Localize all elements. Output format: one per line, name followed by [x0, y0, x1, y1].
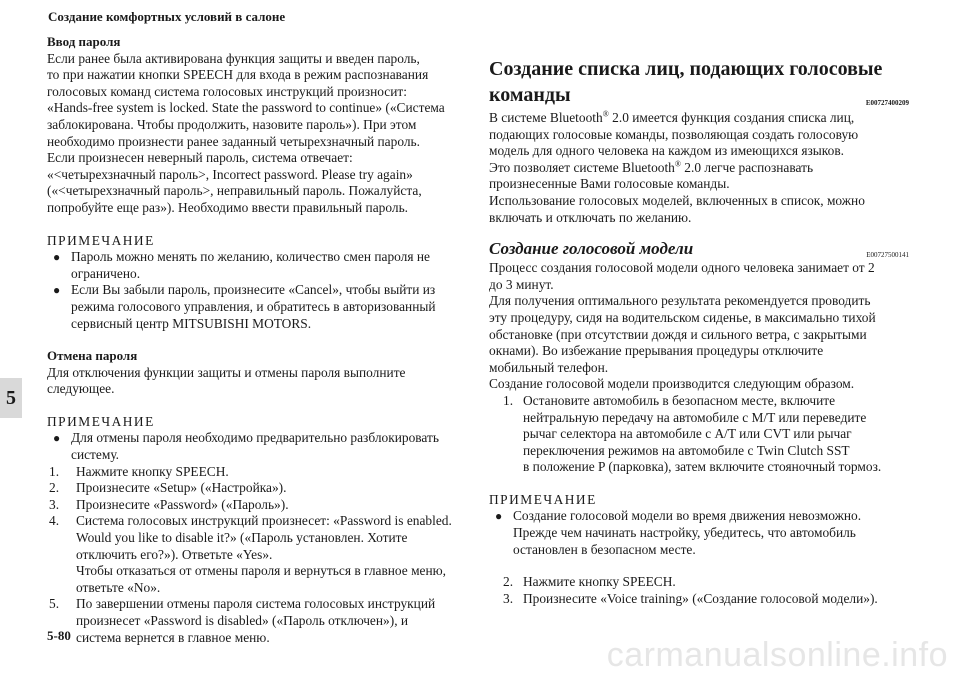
step-text — [523, 393, 909, 476]
step-text — [523, 591, 909, 608]
step-item — [489, 591, 909, 608]
bullet-text — [71, 249, 465, 282]
text-line: «Hands-free system is locked. State the password to continue» («Система — [47, 100, 445, 116]
subsection-title: Создание голосовой модели — [489, 239, 694, 259]
text-line: Система голосовых инструкций произнесет: «Password is enabled. — [76, 513, 452, 529]
text-line: Создание голосовой модели производится следующим образом. — [489, 376, 855, 392]
registered-mark: ® — [602, 109, 609, 119]
text-line: заблокирована. Чтобы продолжить, назовите пароль»). При этом — [47, 116, 417, 132]
step-number: 2. — [49, 480, 60, 496]
step-text — [76, 596, 465, 646]
step-text — [76, 480, 465, 497]
text-line: обстановке (при отсутствии дождя и сильного ветра, с закрытыми — [489, 326, 867, 342]
note-list — [47, 249, 465, 332]
page-number: 5-80 — [47, 628, 71, 643]
text-line: произнесенные Вами голосовые команды. — [489, 176, 730, 192]
right-column — [489, 56, 909, 607]
text-line: эту процедуру, сидя на водительском сиденье, в максимально тихой — [489, 309, 876, 325]
bullet-item — [47, 249, 465, 282]
page-header-title: Создание комфортных условий в салоне — [48, 9, 286, 24]
step-number: 4. — [49, 513, 60, 529]
bullet-icon: ● — [53, 283, 61, 298]
section-heading-line2: команды — [489, 84, 571, 106]
bullet-text — [71, 430, 465, 463]
note-list — [489, 508, 909, 558]
password-entry-title: Ввод пароля — [47, 34, 121, 49]
step-item — [47, 596, 465, 646]
text-line: Нажмите кнопку SPEECH. — [523, 574, 676, 590]
text-line: Для получения оптимального результата рекомендуется проводить — [489, 293, 871, 309]
text-line: ответьте «No». — [76, 579, 161, 595]
text-line: «<четырехзначный пароль>, Incorrect password. Please try again» — [47, 166, 413, 182]
text-line: («<четырехзначный пароль>, неправильный пароль. Пожалуйста, — [47, 183, 422, 199]
subsection-code: E00727500141 — [866, 251, 909, 260]
step-text — [523, 574, 909, 591]
bullet-text — [71, 282, 465, 332]
step-number: 1. — [49, 463, 60, 479]
password-entry-body — [47, 51, 465, 217]
step-number: 2. — [503, 574, 514, 590]
text-line: подающих голосовые команды, позволяющая создать голосовую — [489, 126, 859, 142]
steps-list — [47, 464, 465, 647]
bullet-icon: ● — [53, 250, 61, 265]
text-line: Пароль можно менять по желанию, количество смен пароля не — [71, 249, 430, 265]
text-line: Прежде чем начинать настройку, убедитесь, что автомобиль — [513, 525, 856, 541]
note-list — [47, 430, 465, 463]
text-line: Если Вы забыли пароль, произнесите «Cancel», чтобы выйти из — [71, 282, 436, 298]
watermark: carmanualsonline.info — [606, 636, 948, 674]
text-line: до 3 минут. — [489, 276, 554, 292]
text-line: Создание голосовой модели во время движения невозможно. — [513, 508, 862, 524]
bullet-icon: ● — [495, 509, 503, 524]
steps-list — [489, 393, 909, 476]
text-line: следующее. — [47, 381, 115, 397]
text-line: Чтобы отказаться от отмены пароля и вернуться в главное меню, — [76, 563, 447, 579]
bullet-item — [47, 430, 465, 463]
step-number: 3. — [49, 496, 60, 512]
text-line: Если произнесен неверный пароль, система отвечает: — [47, 150, 353, 166]
text-line: режима голосового управления, и обратитесь в авторизованный — [71, 298, 436, 314]
note-heading: ПРИМЕЧАНИЕ — [47, 413, 155, 429]
step-item — [47, 480, 465, 497]
left-column — [47, 34, 465, 646]
text-line: в положение P (парковка), затем включите стояночный тормоз. — [523, 459, 882, 475]
text-line: нейтральную передачу на автомобиле с M/T или переведите — [523, 409, 867, 425]
text-line: остановлен в безопасном месте. — [513, 541, 696, 557]
text-line: Для отмены пароля необходимо предварительно разблокировать — [71, 430, 439, 446]
bullet-item — [47, 282, 465, 332]
text-line: ограничено. — [71, 265, 141, 281]
step-text — [76, 464, 465, 481]
text-line: отключить его?»). Ответьте «Yes». — [76, 546, 273, 562]
step-number: 3. — [503, 590, 514, 606]
text-line: необходимо произнести ранее заданный четырехзначный пароль. — [47, 133, 420, 149]
step-item — [47, 497, 465, 514]
text-line: попробуйте еще раз»). Необходимо ввести правильный пароль. — [47, 199, 409, 215]
text-line: сервисный центр MITSUBISHI MOTORS. — [71, 315, 312, 331]
text-line: Нажмите кнопку SPEECH. — [76, 463, 229, 479]
step-item — [47, 513, 465, 596]
text-line: мобильный телефон. — [489, 359, 609, 375]
text-line: Это позволяет системе Bluetooth® 2.0 легче распознавать — [489, 159, 814, 175]
text-line: модель для одного человека на каждом из имеющихся языков. — [489, 143, 844, 159]
text-line: Использование голосовых моделей, включенных в список, можно — [489, 192, 865, 208]
text-line: Произнесите «Password» («Пароль»). — [76, 496, 289, 512]
step-item — [47, 464, 465, 481]
section-heading-line1: Создание списка лиц, подающих голосовые — [489, 58, 883, 80]
text-line: голосовых команд система голосовых инструкций произносит: — [47, 83, 407, 99]
subsection-body — [489, 260, 909, 393]
text-line: включать и отключать по желанию. — [489, 209, 692, 225]
registered-mark: ® — [674, 159, 681, 169]
step-text — [76, 497, 465, 514]
text-line: систему. — [71, 447, 120, 463]
bullet-icon: ● — [53, 431, 61, 446]
note-heading: ПРИМЕЧАНИЕ — [47, 232, 155, 248]
section-code: E00727400209 — [865, 99, 909, 107]
password-cancel-body — [47, 365, 465, 398]
subsection-heading — [489, 238, 909, 260]
text-line: Остановите автомобиль в безопасном месте, включите — [523, 392, 836, 408]
text-line: рычаг селектора на автомобиле с A/T или CVT или рычаг — [523, 426, 852, 442]
step-text — [76, 513, 465, 596]
step-number: 5. — [49, 596, 60, 612]
text-line: Для отключения функции защиты и отмены пароля выполните — [47, 364, 406, 380]
text-line: то при нажатии кнопки SPEECH для входа в режим распознавания — [47, 67, 429, 83]
section-heading — [489, 56, 909, 108]
step-number: 1. — [503, 392, 514, 408]
text-line: Произнесите «Voice training» («Создание голосовой модели»). — [523, 590, 878, 606]
text-line: В системе Bluetooth® 2.0 имеется функция создания списка лиц, — [489, 109, 855, 125]
chapter-tab: 5 — [0, 378, 22, 418]
text-line: По завершении отмены пароля система голосовых инструкций — [76, 596, 436, 612]
bullet-text — [513, 508, 909, 558]
text-line: произнесет «Password is disabled» («Пароль отключен»), и — [76, 613, 409, 628]
step-item — [489, 574, 909, 591]
text-line: Произнесите «Setup» («Настройка»). — [76, 480, 287, 496]
section-intro — [489, 110, 909, 226]
step-item — [489, 393, 909, 476]
text-line: переключения режимов на автомобиле с Twin Clutch SST — [523, 442, 850, 458]
password-cancel-title: Отмена пароля — [47, 348, 138, 364]
text-line: Процесс создания голосовой модели одного человека занимает от 2 — [489, 260, 875, 276]
text-line: окнами). Во избежание прерывания процедуры отключите — [489, 343, 824, 359]
steps-list — [489, 574, 909, 607]
text-line: Если ранее была активирована функция защиты и введен пароль, — [47, 50, 420, 66]
bullet-item — [489, 508, 909, 558]
text-line: система вернется в главное меню. — [76, 629, 270, 645]
note-heading: ПРИМЕЧАНИЕ — [489, 491, 597, 507]
text-line: Would you like to disable it?» («Пароль установлен. Хотите — [76, 530, 408, 546]
